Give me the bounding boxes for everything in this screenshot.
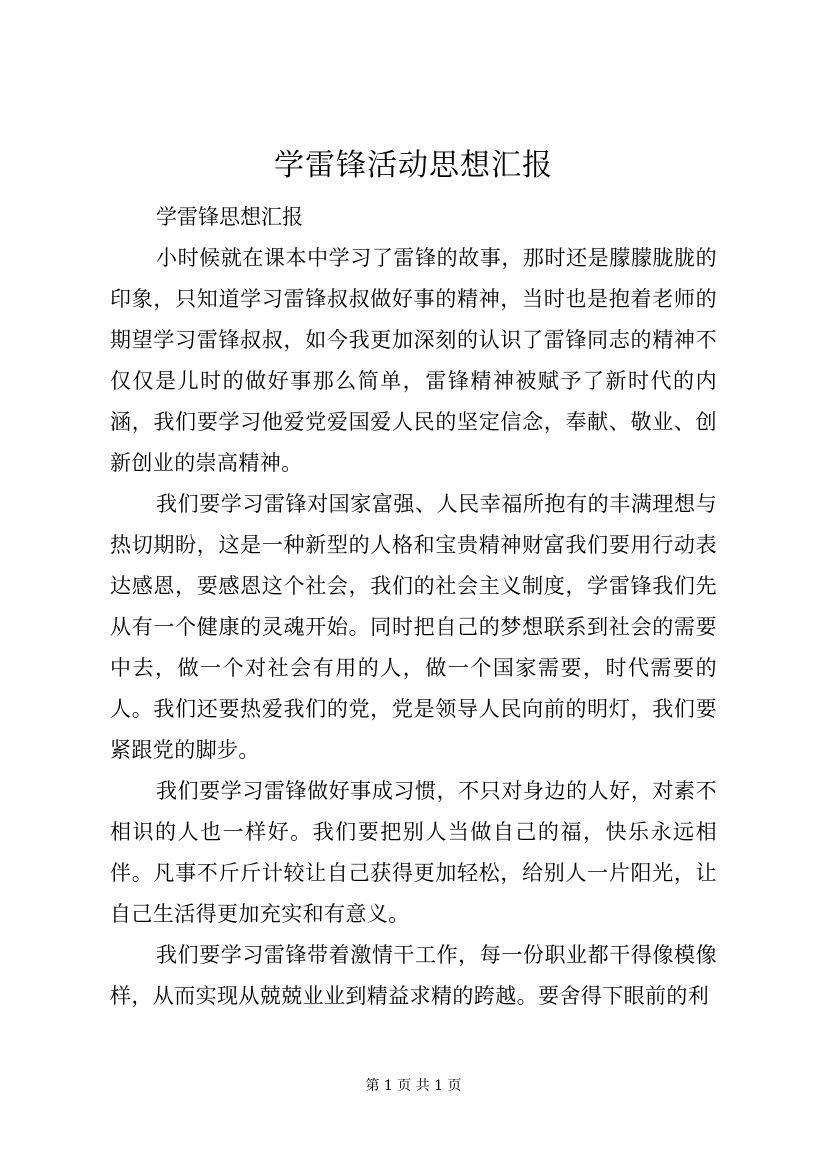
page-footer: 第 1 页 共 1 页 <box>365 1078 462 1094</box>
paragraph-2: 我们要学习雷锋对国家富强、人民幸福所抱有的丰满理想与热切期盼，这是一种新型的人格和宝贵精神财富我们要用行动表达感恩，要感恩这个社会，我们的社会主义制度，学雷锋我们先从有一个健康的灵魂开始。同时把自己的梦想联系到社会的需要中去，做一个对社会有用的人，做一个国家需要，时代需要的人。我们还要热爱我们的党，党是领导人民向前的明灯，我们要紧跟党的脚步。 <box>110 492 717 762</box>
paragraph-3: 我们要学习雷锋做好事成习惯，不只对身边的人好，对素不相识的人也一样好。我们要把别人当做自己的福，快乐永远相伴。凡事不斤斤计较让自己获得更加轻松，给别人一片阳光，让自己生活得更加充实和有意义。 <box>110 779 717 926</box>
document-body <box>110 197 717 1017</box>
document-subtitle: 学雷锋思想汇报 <box>156 205 303 229</box>
paragraph-1: 小时候就在课本中学习了雷锋的故事，那时还是朦朦胧胧的印象，只知道学习雷锋叔叔做好事的精神，当时也是抱着老师的期望学习雷锋叔叔，如今我更加深刻的认识了雷锋同志的精神不仅仅是儿时的做好事那么简单，雷锋精神被赋予了新时代的内涵，我们要学习他爱党爱国爱人民的坚定信念，奉献、敬业、创新创业的崇高精神。 <box>110 246 717 475</box>
paragraph-4: 我们要学习雷锋带着激情干工作，每一份职业都干得像模像样，从而实现从兢兢业业到精益求精的跨越。要舍得下眼前的利 <box>110 943 717 1008</box>
document-title: 学雷锋活动思想汇报 <box>274 148 553 183</box>
